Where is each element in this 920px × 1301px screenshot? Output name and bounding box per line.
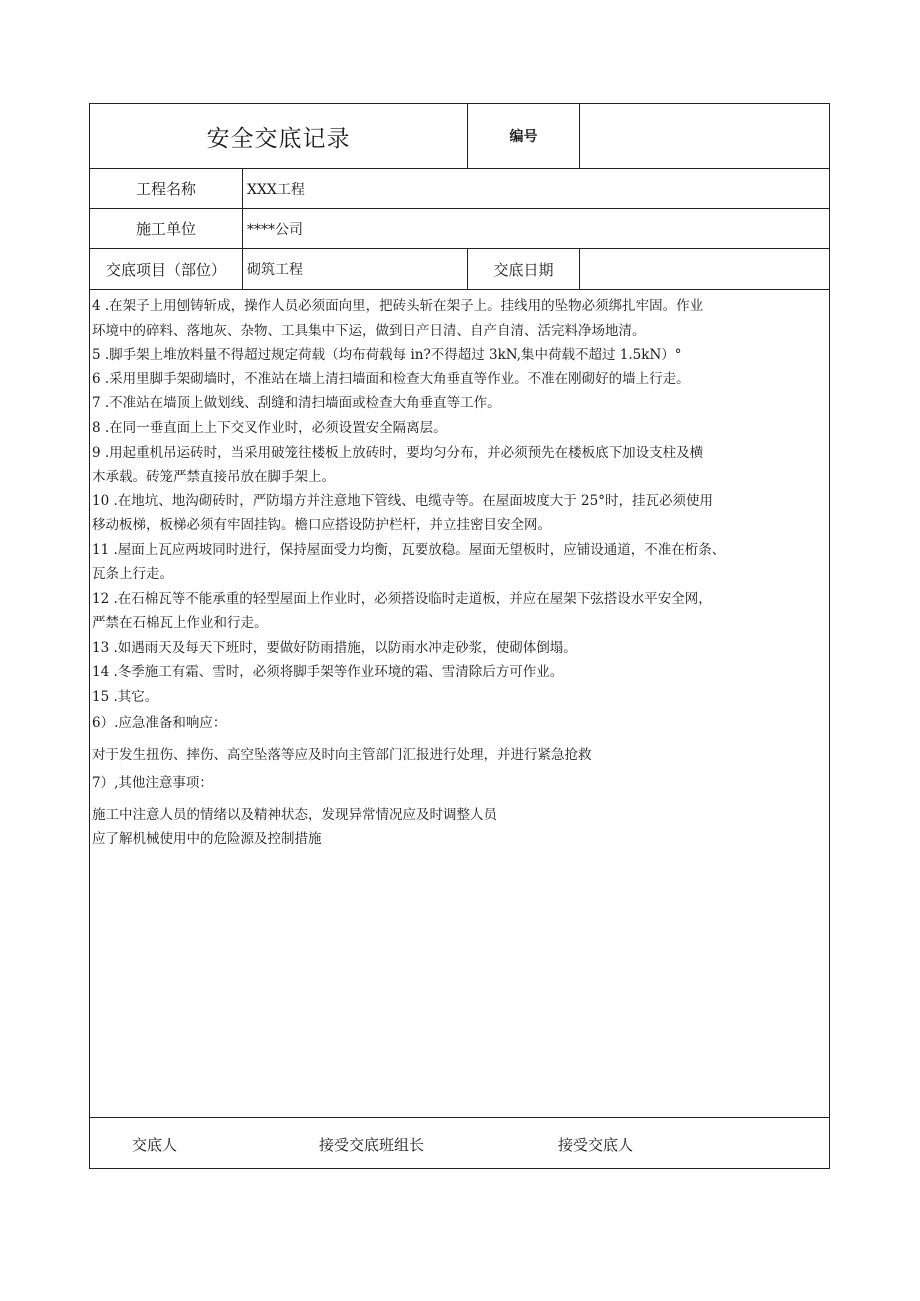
content-line: 6）.应急准备和响应：: [92, 715, 227, 731]
content-line: 11 .屋面上瓦应两坡同时进行，保持屋面受力均衡，瓦要放稳。屋面无望板时，应铺设通道，不准在桁条、: [92, 542, 726, 558]
content-line: 10 .在地坑、地沟砌砖时，严防塌方并注意地下管线、电缆寺等。在屋面坡度大于 25°时，挂瓦必须使用: [92, 493, 713, 509]
number-label: 编号: [468, 104, 580, 168]
unit-row: [90, 209, 829, 249]
content-line: 8 .在同一垂直面上上下交叉作业时，必须设置安全隔离层。: [92, 420, 447, 436]
item-row: [90, 249, 829, 290]
team-leader-label: 接受交底班组长: [319, 1136, 425, 1154]
content-line: 施工中注意人员的情绪以及精神状态，发现异常情况应及时调整人员: [92, 807, 497, 823]
unit-value[interactable]: ****公司: [247, 221, 303, 238]
project-row: [90, 169, 829, 209]
unit-label: 施工单位: [90, 209, 243, 248]
number-field[interactable]: [580, 104, 829, 168]
disclosure-content: [90, 290, 829, 1118]
content-line: 15 .其它。: [92, 689, 159, 705]
content-line: 5 .脚手架上堆放料量不得超过规定荷载（均布荷载每 in?不得超过 3kN,集中荷载不超过 1.5kN）°: [92, 347, 682, 363]
date-value[interactable]: [580, 249, 829, 289]
content-line: 7）,其他注意事项：: [92, 775, 213, 791]
content-line: 9 .用起重机吊运砖时，当采用破笼往楼板上放砖时，要均匀分布，并必须预先在楼板底下加设支柱及横: [92, 445, 704, 461]
project-label: 工程名称: [90, 169, 243, 208]
date-label: 交底日期: [468, 249, 580, 289]
content-line: 13 .如遇雨天及每天下班时，要做好防雨措施，以防雨水冲走砂浆，使砌体倒塌。: [92, 640, 577, 656]
receiver-label: 接受交底人: [558, 1136, 634, 1154]
title-row: [90, 104, 829, 169]
content-line: 应了解机械使用中的危险源及控制措施: [92, 831, 322, 847]
content-line: 4 .在架子上用刨铸斩成，操作人员必须面向里，把砖头斩在架子上。挂线用的坠物必须绑扎牢固。作业: [92, 298, 704, 314]
content-line: 木承载。砖笼严禁直接吊放在脚手架上。: [92, 469, 335, 485]
content-line: 移动板梯，板梯必须有牢固挂钩。檐口应搭设防护栏杆，并立挂密目安全网。: [92, 517, 551, 533]
form-title: 安全交底记录: [90, 104, 468, 168]
item-label: 交底项目（部位）: [90, 249, 243, 289]
item-value[interactable]: 砌筑工程: [243, 249, 468, 289]
content-line: 对于发生扭伤、摔伤、高空坠落等应及时向主管部门汇报进行处理，并进行紧急抢救: [92, 747, 592, 763]
discloser-label: 交底人: [132, 1136, 178, 1154]
content-line: 瓦条上行走。: [92, 566, 173, 582]
content-line: 12 .在石棉瓦等不能承重的轻型屋面上作业时，必须搭设临时走道板，并应在屋架下弦搭设水平安全网，: [92, 591, 712, 607]
content-line: 7 .不准站在墙顶上做划线、刮缝和清扫墙面或检查大角垂直等工作。: [92, 395, 501, 411]
project-value[interactable]: XXX工程: [247, 181, 305, 198]
safety-disclosure-form: [89, 103, 830, 1169]
content-line: 14 .冬季施工有霜、雪时，必须将脚手架等作业环境的霜、雪清除后方可作业。: [92, 664, 564, 680]
content-line: 6 .采用里脚手架砌墙时，不准站在墙上清扫墙面和检查大角垂直等作业。不准在刚砌好的墙上行走。: [92, 371, 690, 387]
content-line: 环境中的碎料、落地灰、杂物、工具集中下运，做到日产日清、自产自清、活完料净场地清。: [92, 323, 646, 339]
content-line: 严禁在石棉瓦上作业和行走。: [92, 615, 268, 631]
